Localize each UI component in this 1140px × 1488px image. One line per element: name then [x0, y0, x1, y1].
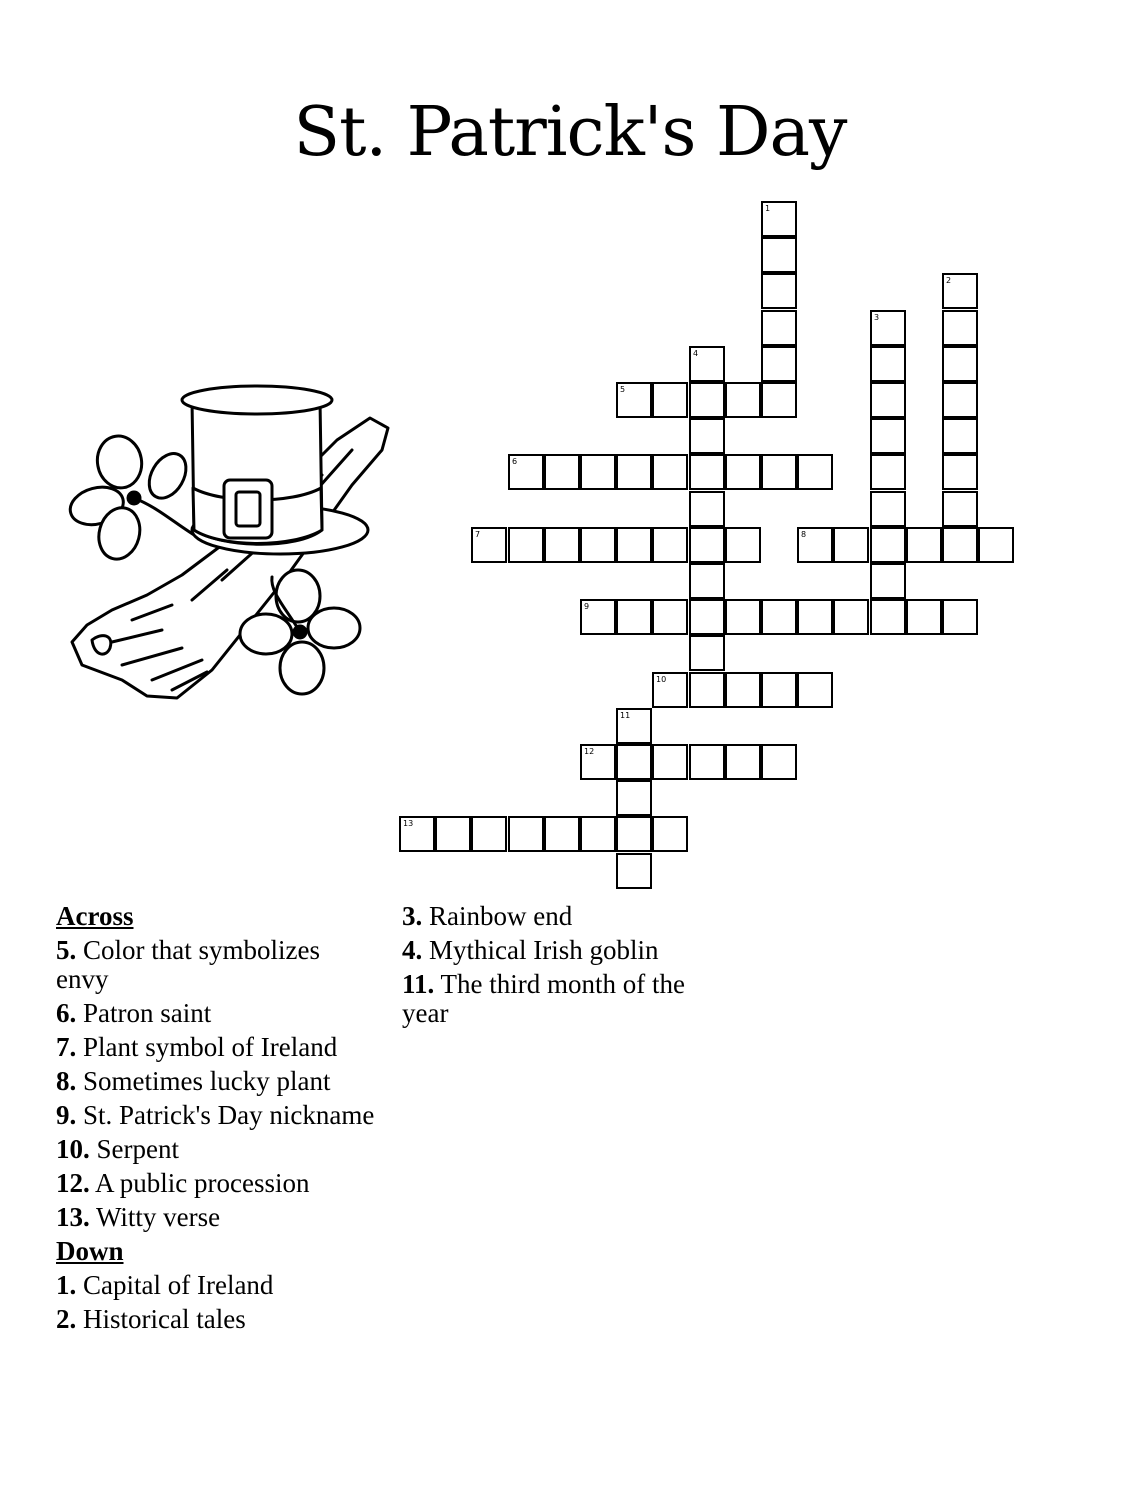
clue-text: Sometimes lucky plant: [76, 1066, 331, 1096]
grid-cell[interactable]: [689, 599, 725, 635]
grid-cell[interactable]: [761, 201, 797, 237]
grid-cell[interactable]: [761, 237, 797, 273]
clue-text: The third month of the year: [402, 969, 685, 1028]
grid-cell[interactable]: [544, 527, 580, 563]
grid-cell[interactable]: [652, 744, 688, 780]
clue-text: St. Patrick's Day nickname: [76, 1100, 375, 1130]
clue-item: [56, 1135, 376, 1164]
grid-cell[interactable]: [616, 853, 652, 889]
clue-number: 1: [765, 204, 771, 213]
grid-cell[interactable]: [616, 382, 652, 418]
grid-cell[interactable]: [580, 744, 616, 780]
clue-number: 4.: [402, 935, 423, 965]
grid-cell[interactable]: [761, 382, 797, 418]
grid-cell[interactable]: [725, 527, 761, 563]
clue-item: [56, 1203, 376, 1232]
clue-number: 5: [620, 385, 626, 394]
grid-cell[interactable]: [761, 273, 797, 309]
clue-number: 10.: [56, 1134, 90, 1164]
grid-cell[interactable]: [725, 454, 761, 490]
clue-number: 3: [874, 313, 880, 322]
grid-cell[interactable]: [870, 599, 906, 635]
clue-number: 13: [403, 819, 414, 828]
grid-cell[interactable]: [870, 527, 906, 563]
clue-number: 11: [620, 711, 631, 720]
grid-cell[interactable]: [833, 527, 869, 563]
grid-cell[interactable]: [761, 672, 797, 708]
grid-cell[interactable]: [833, 599, 869, 635]
grid-cell[interactable]: [870, 382, 906, 418]
clue-number: 7: [475, 530, 481, 539]
grid-cell[interactable]: [544, 816, 580, 852]
grid-cell[interactable]: [652, 382, 688, 418]
grid-cell[interactable]: [761, 454, 797, 490]
across-clue-list: [56, 936, 376, 1232]
grid-cell[interactable]: [761, 744, 797, 780]
clue-text: Historical tales: [76, 1304, 246, 1334]
grid-cell[interactable]: [725, 382, 761, 418]
clue-text: Mythical Irish goblin: [422, 935, 659, 965]
grid-cell[interactable]: [689, 454, 725, 490]
clue-number: 8.: [56, 1066, 77, 1096]
grid-cell[interactable]: [906, 527, 942, 563]
grid-cell[interactable]: [942, 599, 978, 635]
grid-cell[interactable]: [508, 454, 544, 490]
grid-cell[interactable]: [725, 744, 761, 780]
page-title: St. Patrick's Day: [293, 93, 847, 172]
clue-number: 7.: [56, 1032, 77, 1062]
grid-cell[interactable]: [616, 780, 652, 816]
grid-cell[interactable]: [508, 816, 544, 852]
grid-cell[interactable]: [652, 527, 688, 563]
grid-cell[interactable]: [725, 672, 761, 708]
grid-cell[interactable]: [689, 563, 725, 599]
clue-text: Witty verse: [89, 1202, 221, 1232]
grid-cell[interactable]: [797, 527, 833, 563]
grid-cell[interactable]: [942, 418, 978, 454]
grid-cell[interactable]: [652, 599, 688, 635]
grid-cell[interactable]: [399, 816, 435, 852]
clue-item: [56, 1067, 376, 1096]
grid-cell[interactable]: [870, 563, 906, 599]
grid-cell[interactable]: [652, 672, 688, 708]
clue-text: Color that symbolizes envy: [56, 935, 320, 994]
grid-cell[interactable]: [580, 527, 616, 563]
clue-text: Rainbow end: [422, 901, 573, 931]
grid-cell[interactable]: [761, 599, 797, 635]
grid-cell[interactable]: [761, 346, 797, 382]
clue-item: [402, 936, 712, 965]
grid-cell[interactable]: [689, 491, 725, 527]
grid-cell[interactable]: [870, 346, 906, 382]
grid-cell[interactable]: [471, 816, 507, 852]
grid-cell[interactable]: [689, 418, 725, 454]
clue-item: [56, 936, 376, 994]
grid-cell[interactable]: [870, 454, 906, 490]
grid-cell[interactable]: [870, 491, 906, 527]
clue-number: 9: [584, 602, 590, 611]
grid-cell[interactable]: [689, 382, 725, 418]
grid-cell[interactable]: [616, 599, 652, 635]
clue-item: [56, 1169, 376, 1198]
clue-number: 13.: [56, 1202, 90, 1232]
grid-cell[interactable]: [978, 527, 1014, 563]
clue-item: [56, 1271, 376, 1300]
clue-text: Plant symbol of Ireland: [76, 1032, 338, 1062]
grid-cell[interactable]: [797, 599, 833, 635]
clue-number: 12.: [56, 1168, 90, 1198]
grid-cell[interactable]: [580, 599, 616, 635]
grid-cell[interactable]: [544, 454, 580, 490]
down-clue-list-continued: [402, 902, 712, 1028]
grid-cell[interactable]: [689, 635, 725, 671]
clue-number: 4: [693, 349, 699, 358]
clue-item: [56, 1101, 376, 1130]
clue-item: [56, 1305, 376, 1334]
grid-cell[interactable]: [761, 310, 797, 346]
grid-cell[interactable]: [870, 418, 906, 454]
grid-cell[interactable]: [652, 816, 688, 852]
grid-cell[interactable]: [689, 346, 725, 382]
grid-cell[interactable]: [797, 672, 833, 708]
grid-cell[interactable]: [689, 672, 725, 708]
down-clue-list: [56, 1271, 376, 1334]
clue-number: 10: [656, 675, 667, 684]
clue-text: Capital of Ireland: [76, 1270, 274, 1300]
clue-number: 11.: [402, 969, 435, 999]
clue-text: Serpent: [89, 1134, 179, 1164]
grid-cell[interactable]: [580, 454, 616, 490]
grid-cell[interactable]: [942, 346, 978, 382]
clues-left-column: [56, 902, 376, 1339]
grid-cell[interactable]: [725, 599, 761, 635]
grid-cell[interactable]: [942, 382, 978, 418]
clue-number: 9.: [56, 1100, 77, 1130]
hat-shamrock-illustration: [52, 380, 397, 710]
grid-cell[interactable]: [689, 527, 725, 563]
clue-number: 2.: [56, 1304, 77, 1334]
clue-item: [56, 1033, 376, 1062]
grid-cell[interactable]: [616, 527, 652, 563]
grid-cell[interactable]: [652, 454, 688, 490]
clue-text: Patron saint: [76, 998, 212, 1028]
grid-cell[interactable]: [942, 273, 978, 309]
clue-item: [402, 970, 712, 1028]
clue-number: 12: [584, 747, 595, 756]
grid-cell[interactable]: [689, 744, 725, 780]
grid-cell[interactable]: [471, 527, 507, 563]
grid-cell[interactable]: [942, 310, 978, 346]
grid-cell[interactable]: [508, 527, 544, 563]
grid-cell[interactable]: [616, 744, 652, 780]
clue-item: [56, 999, 376, 1028]
clue-number: 2: [946, 276, 952, 285]
down-heading: Down: [56, 1236, 124, 1266]
grid-cell[interactable]: [942, 491, 978, 527]
grid-cell[interactable]: [942, 454, 978, 490]
clue-number: 8: [801, 530, 807, 539]
grid-cell[interactable]: [797, 454, 833, 490]
clue-number: 6.: [56, 998, 77, 1028]
clue-number: 5.: [56, 935, 77, 965]
clue-item: [402, 902, 712, 931]
across-heading: Across: [56, 901, 134, 931]
clue-number: 6: [512, 457, 518, 466]
clue-text: A public procession: [89, 1168, 310, 1198]
grid-cell[interactable]: [616, 816, 652, 852]
grid-cell[interactable]: [906, 599, 942, 635]
clue-number: 1.: [56, 1270, 77, 1300]
grid-cell[interactable]: [580, 816, 616, 852]
grid-cell[interactable]: [870, 310, 906, 346]
grid-cell[interactable]: [616, 708, 652, 744]
grid-cell[interactable]: [435, 816, 471, 852]
grid-cell[interactable]: [616, 454, 652, 490]
clue-number: 3.: [402, 901, 423, 931]
grid-cell[interactable]: [942, 527, 978, 563]
clues-right-column: [402, 902, 712, 1033]
